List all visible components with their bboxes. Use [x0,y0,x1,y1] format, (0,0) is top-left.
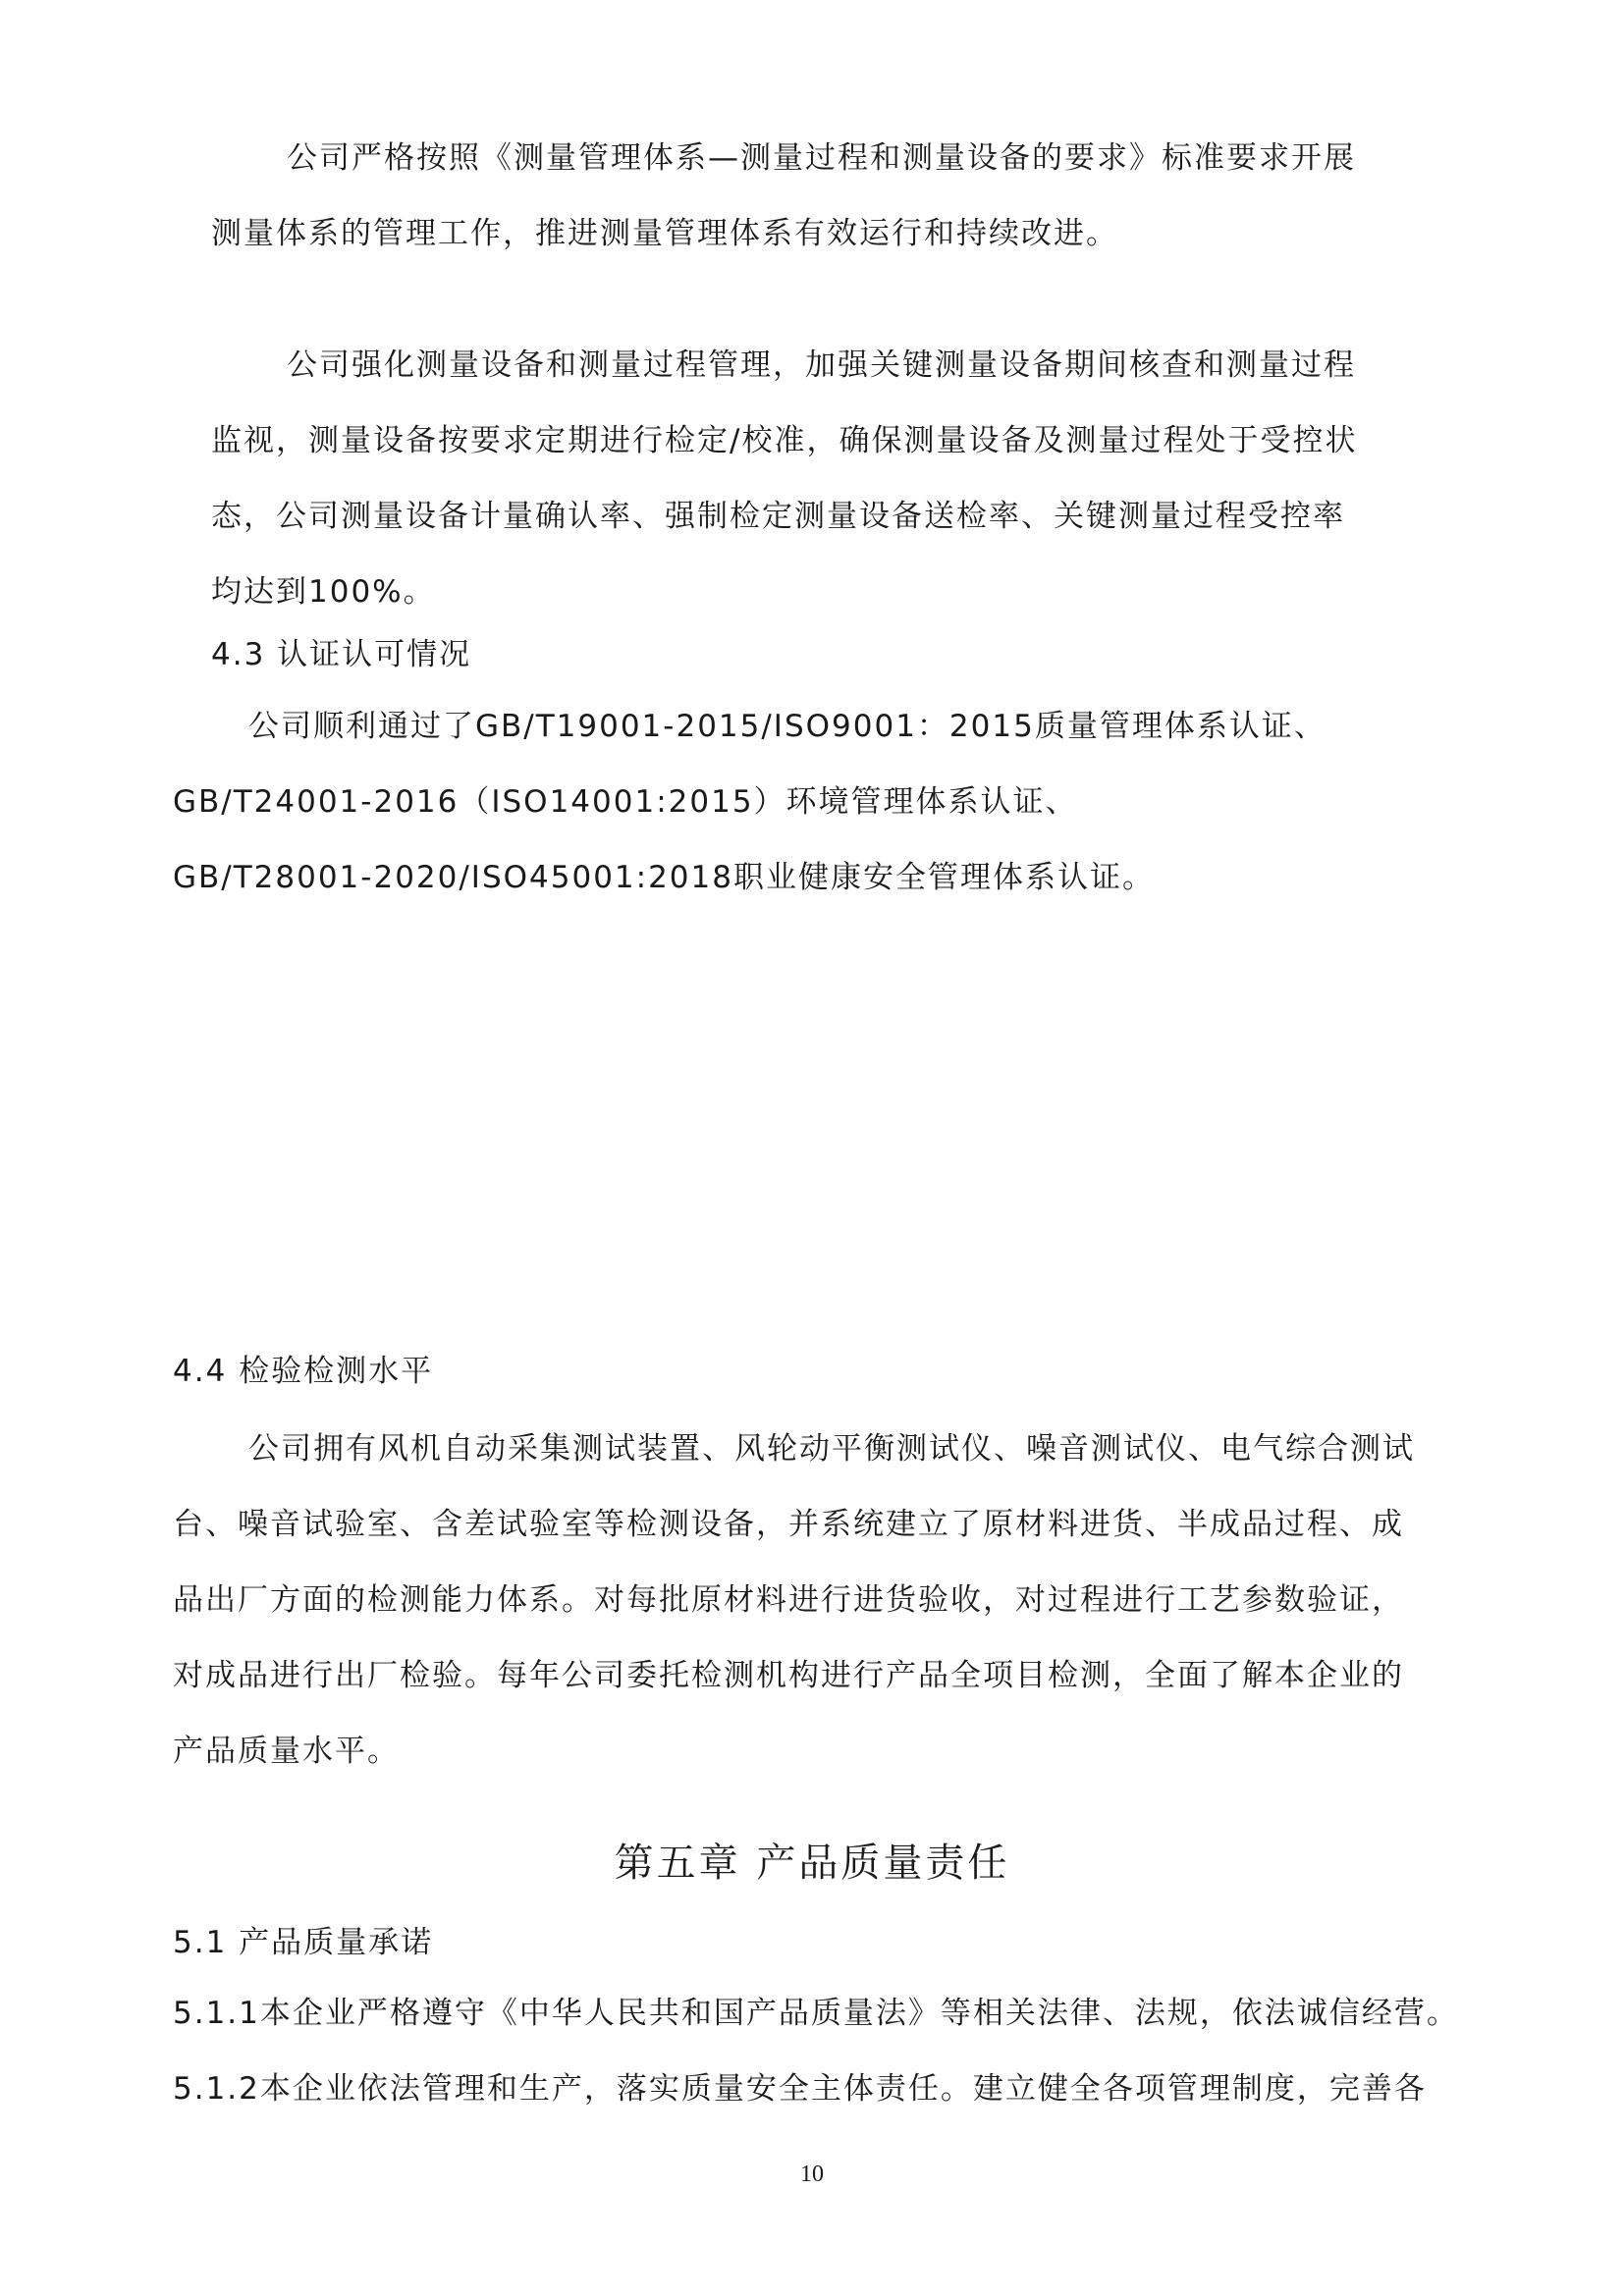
paragraph-line: 品出厂方面的检测能力体系。对每批原材料进行进货验收，对过程进行工艺参数验证， [173,1582,1404,1618]
section-heading-5-1: 5.1 产品质量承诺 [173,1925,434,1960]
page-number: 10 [800,2162,824,2187]
paragraph-line: 产品质量水平。 [173,1734,400,1769]
paragraph-line: 5.1.1本企业严格遵守《中华人民共和国产品质量法》等相关法律、法规，依法诚信经营。 [173,1996,1459,2031]
paragraph-line: 均达到100%。 [211,574,436,610]
paragraph-certification [173,689,1326,916]
paragraph-line: 公司强化测量设备和测量过程管理，加强关键测量设备期间核查和测量过程 [287,347,1356,383]
paragraph-line: 台、噪音试验室、含差试验室等检测设备，并系统建立了原材料进货、半成品过程、成 [173,1507,1404,1542]
paragraph-line: 公司拥有风机自动采集测试装置、风轮动平衡测试仪、噪音测试仪、电气综合测试 [248,1431,1415,1467]
paragraph-line: GB/T28001-2020/ISO45001:2018职业健康安全管理体系认证。 [173,860,1155,895]
paragraph-inspection-testing [173,1412,1415,1789]
paragraph-line: 测量体系的管理工作，推进测量管理体系有效运行和持续改进。 [211,216,1118,251]
paragraph-measurement-system [211,121,1356,272]
paragraph-line: 态，公司测量设备计量确认率、强制检定测量设备送检率、关键测量过程受控率 [211,499,1345,534]
paragraph-line: 公司严格按照《测量管理体系—测量过程和测量设备的要求》标准要求开展 [287,140,1356,176]
paragraph-line: 5.1.2本企业依法管理和生产，落实质量安全主体责任。建立健全各项管理制度，完善各 [173,2071,1427,2107]
paragraph-quality-commitment [173,1976,1459,2127]
paragraph-line: 公司顺利通过了GB/T19001-2015/ISO9001：2015质量管理体系认证、 [248,709,1326,744]
section-heading-4-3: 4.3 认证认可情况 [211,637,472,672]
paragraph-line: 对成品进行出厂检验。每年公司委托检测机构进行产品全项目检测，全面了解本企业的 [173,1658,1404,1693]
paragraph-line: GB/T24001-2016（ISO14001:2015）环境管理体系认证、 [173,784,1078,820]
chapter-title: 第五章 产品质量责任 [614,1841,1010,1886]
section-heading-4-4: 4.4 检验检测水平 [173,1354,434,1389]
paragraph-measurement-equipment [211,328,1357,630]
paragraph-line: 监视，测量设备按要求定期进行检定/校准，确保测量设备及测量过程处于受控状 [211,423,1358,458]
